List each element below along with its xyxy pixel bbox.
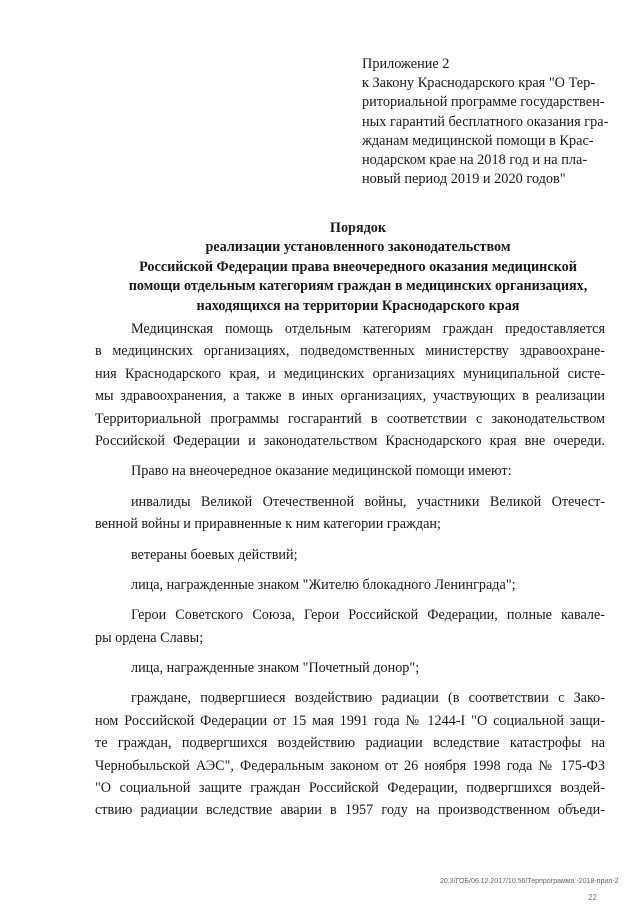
annex-line: ных гарантий бесплатного оказания гра- — [362, 113, 609, 130]
footer-path: 20.3/ГОБ/06.12.2017/10.56/Терпрограмма -2018-прил-2 — [440, 878, 619, 885]
title-line: находящихся на территории Краснодарского края — [196, 297, 520, 314]
annex-line: риториальной программе государствен- — [362, 94, 605, 111]
body-line: те граждан, подвергшихся воздействию радиации вследствие катастрофы на — [95, 735, 605, 752]
page-number: 22 — [588, 893, 597, 902]
document-body — [95, 318, 605, 822]
body-line: Чернобыльской АЭС", Федеральным законом от 26 ноября 1998 года № 175-ФЗ — [95, 757, 605, 774]
body-line: в медицинских организациях, подведомственных министерству здравоохране- — [95, 343, 605, 360]
annex-line: нодарском крае на 2018 год и на пла- — [362, 152, 588, 169]
body-line: Территориальной программы госгарантий в соответствии с законодательством — [95, 410, 605, 427]
body-line: Право на внеочередное оказание медицинской помощи имеют: — [131, 463, 512, 480]
title-line: Порядок — [329, 220, 387, 236]
body-line: ном Российской Федерации от 15 мая 1991 года № 1244-I "О социальной защи- — [95, 712, 605, 729]
body-line: лица, награжденные знаком "Почетный донор"; — [131, 660, 420, 677]
title-line: Российской Федерации права внеочередного оказания медицинской — [139, 258, 577, 275]
body-line: ветераны боевых действий; — [131, 546, 298, 563]
body-line: Медицинская помощь отдельным категориям граждан предоставляется — [131, 321, 605, 337]
body-line: Герои Советского Союза, Герои Российской Федерации, полные кавале- — [131, 607, 605, 624]
body-line: "О социальной защите граждан Российской Федерации, подвергшихся воздей- — [95, 780, 605, 797]
annex-line: новый период 2019 и 2020 годов" — [362, 171, 566, 188]
annex-line: жданам медицинской помощи в Крас- — [362, 132, 594, 149]
title-line: помощи отдельным категориям граждан в медицинских организациях, — [128, 278, 588, 295]
title-line: реализации установленного законодательством — [205, 239, 511, 256]
body-line: венной войны и приравненные к ним категории граждан; — [95, 516, 441, 533]
body-line: инвалиды Великой Отечественной войны, участники Великой Отечест- — [131, 493, 605, 510]
body-line: мы здравоохранения, а также в иных организациях, участвующих в реализации — [95, 388, 605, 405]
annex-header — [362, 55, 612, 189]
body-line: ния Краснодарского края, и медицинских организациях муниципальной систе- — [95, 365, 605, 382]
document-title — [70, 219, 640, 316]
annex-line: к Закону Краснодарского края "О Тер- — [362, 75, 596, 92]
body-line: граждане, подвергшиеся воздействию радиации (в соответствии с Зако- — [131, 690, 605, 707]
annex-line: Приложение 2 — [362, 56, 450, 72]
body-line: лица, награжденные знаком "Жителю блокадного Ленинграда"; — [131, 576, 516, 593]
body-line: ры ордена Славы; — [95, 629, 204, 646]
body-line: Российской Федерации и законодательством Краснодарского края вне очереди. — [95, 432, 605, 449]
body-line: ствию радиации вследствие аварии в 1957 году на производственном объеди- — [95, 802, 605, 819]
